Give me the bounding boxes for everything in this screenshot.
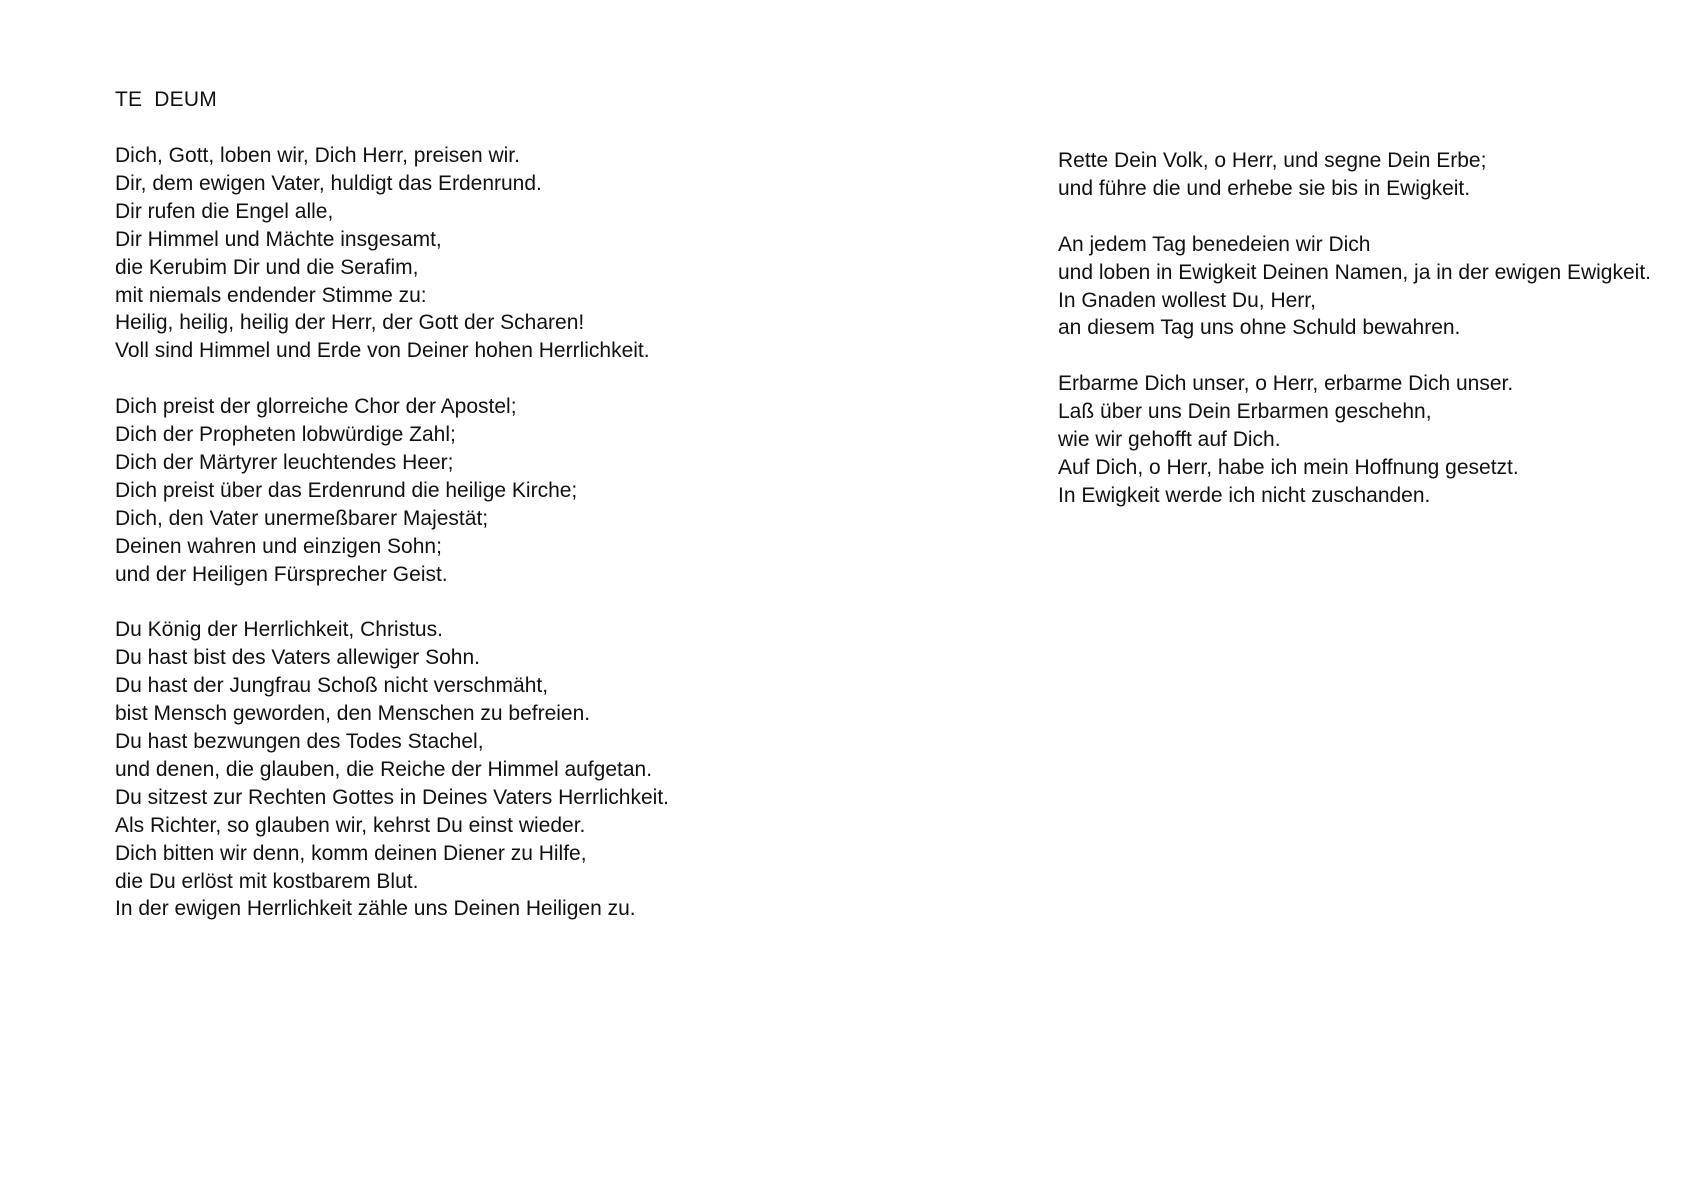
verse-line: die Du erlöst mit kostbarem Blut. <box>115 869 419 893</box>
verse-line: bist Mensch geworden, den Menschen zu befreien. <box>115 702 591 726</box>
verse-line: Dich der Märtyrer leuchtendes Heer; <box>115 450 454 474</box>
stanza <box>1058 231 1688 343</box>
verse-line: und der Heiligen Fürsprecher Geist. <box>115 562 448 586</box>
verse-line: Dir Himmel und Mächte insgesamt, <box>115 227 442 251</box>
verse-line: und loben in Ewigkeit Deinen Namen, ja in der ewigen Ewigkeit. <box>1058 260 1652 284</box>
verse-line: Dich, Gott, loben wir, Dich Herr, preisen wir. <box>115 144 520 167</box>
stanza <box>115 393 875 588</box>
verse-line: Dir, dem ewigen Vater, huldigt das Erdenrund. <box>115 171 542 195</box>
verse-line: an diesem Tag uns ohne Schuld bewahren. <box>1058 316 1461 340</box>
page-title: TE DEUM <box>115 88 217 111</box>
verse-line: An jedem Tag benedeien wir Dich <box>1058 232 1371 256</box>
left-column <box>115 142 875 923</box>
verse-line: und führe die und erhebe sie bis in Ewigkeit. <box>1058 176 1471 200</box>
verse-line: Voll sind Himmel und Erde von Deiner hohen Herrlichkeit. <box>115 339 650 363</box>
verse-line: und denen, die glauben, die Reiche der Himmel aufgetan. <box>115 757 653 781</box>
verse-line: Dich preist der glorreiche Chor der Apostel; <box>115 395 517 419</box>
verse-line: Du sitzest zur Rechten Gottes in Deines Vaters Herrlichkeit. <box>115 785 669 809</box>
verse-line: Deinen wahren und einzigen Sohn; <box>115 534 442 558</box>
verse-line: Als Richter, so glauben wir, kehrst Du einst wieder. <box>115 813 586 837</box>
verse-line: Du hast der Jungfrau Schoß nicht verschmäht, <box>115 674 549 698</box>
stanza <box>1058 370 1688 510</box>
verse-line: Laß über uns Dein Erbarmen geschehn, <box>1058 400 1432 424</box>
verse-line: Rette Dein Volk, o Herr, und segne Dein Erbe; <box>1058 149 1487 172</box>
verse-line: Dich, den Vater unermeßbarer Majestät; <box>115 506 489 530</box>
verse-line: Du hast bist des Vaters allewiger Sohn. <box>115 646 480 670</box>
verse-line: wie wir gehofft auf Dich. <box>1058 428 1281 452</box>
verse-line: die Kerubim Dir und die Serafim, <box>115 255 419 279</box>
verse-line: mit niemals endender Stimme zu: <box>115 283 427 307</box>
verse-line: Heilig, heilig, heilig der Herr, der Gott der Scharen! <box>115 311 585 335</box>
verse-line: In Ewigkeit werde ich nicht zuschanden. <box>1058 483 1431 507</box>
verse-line: In Gnaden wollest Du, Herr, <box>1058 288 1316 312</box>
verse-line: Dich der Propheten lobwürdige Zahl; <box>115 423 456 447</box>
stanza <box>115 142 875 365</box>
verse-line: In der ewigen Herrlichkeit zähle uns Deinen Heiligen zu. <box>115 897 636 921</box>
verse-line: Erbarme Dich unser, o Herr, erbarme Dich unser. <box>1058 372 1514 396</box>
verse-line: Auf Dich, o Herr, habe ich mein Hoffnung gesetzt. <box>1058 455 1519 479</box>
verse-line: Du König der Herrlichkeit, Christus. <box>115 618 443 642</box>
stanza <box>115 616 875 923</box>
verse-line: Du hast bezwungen des Todes Stachel, <box>115 730 484 753</box>
verse-line: Dich preist über das Erdenrund die heilige Kirche; <box>115 478 578 502</box>
verse-line: Dir rufen die Engel alle, <box>115 199 334 223</box>
right-column <box>1058 147 1688 510</box>
verse-line: Dich bitten wir denn, komm deinen Diener zu Hilfe, <box>115 841 587 865</box>
stanza <box>1058 147 1688 203</box>
